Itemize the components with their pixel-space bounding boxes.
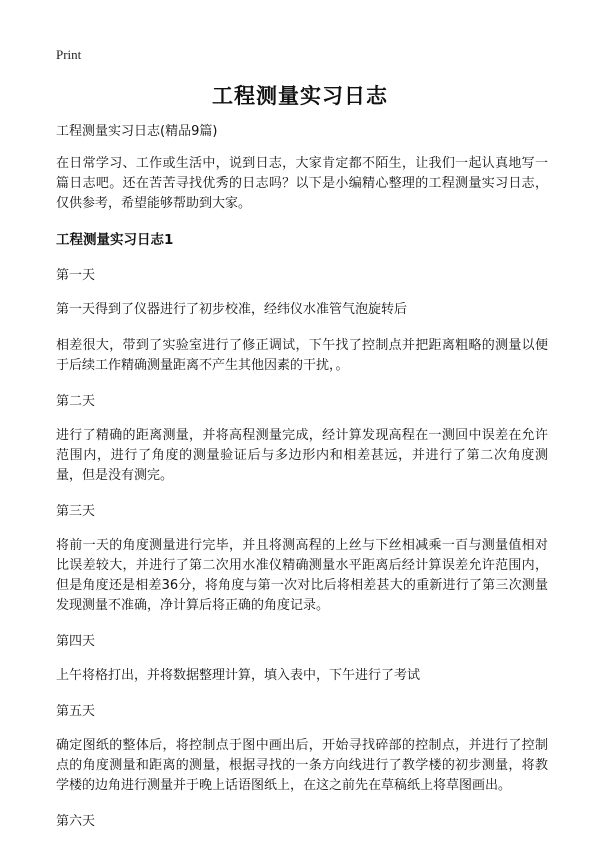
day-1-paragraph-1: 第一天得到了仪器进行了初步校准，经纬仪水准管气泡旋转后: [56, 302, 408, 317]
day-label-5: 第五天: [56, 704, 96, 719]
day-4-paragraph-1: 上午将格打出，并将数据整理计算，填入表中，下午进行了考试: [56, 668, 421, 683]
document-title: 工程测量实习日志: [212, 84, 388, 108]
day-2-paragraph-1: 进行了精确的距离测量，并将高程测量完成，经计算发现高程在一测回中误差在允许范围内，进行了角度的测量验证后与多边形内和相差甚远，并进行了第二次角度测量，但是没有测完。: [56, 428, 548, 483]
section-heading: 工程测量实习日志1: [56, 232, 174, 248]
day-label-6: 第六天: [56, 814, 96, 829]
day-3-paragraph-1: 将前一天的角度测量进行完毕，并且将测高程的上丝与下丝相减乘一百与测量值相对比误差较大，并进行了第二次用水准仪精确测量水平距离后经计算误差允许范围内，但是角度还是相差36分，将角度与第一次对比后将相差甚大的重新进行了第三次测量发现测量不准确，净计算后将正确的角度记录。: [56, 538, 548, 613]
intro-paragraph: 在日常学习、工作或生活中，说到日志，大家肯定都不陌生，让我们一起认真地写一篇日志吧。还在苦苦寻找优秀的日志吗？以下是小编精心整理的工程测量实习日志，仅供参考，希望能够帮助到大家。: [56, 156, 548, 211]
day-label-2: 第二天: [56, 394, 96, 409]
day-label-3: 第三天: [56, 504, 96, 519]
day-label-1: 第一天: [56, 268, 96, 283]
document-body: [56, 122, 548, 846]
document-subtitle: 工程测量实习日志(精品9篇): [56, 124, 218, 139]
print-label: Print: [56, 47, 82, 62]
day-label-4: 第四天: [56, 634, 96, 649]
day-5-paragraph-1: 确定图纸的整体后，将控制点于图中画出后，开始寻找碎部的控制点，并进行了控制点的角度测量和距离的测量，根据寻找的一条方向线进行了教学楼的初步测量，将教学楼的边角进行测量并于晚上话语图纸上，在这之前先在草稿纸上将草图画出。: [56, 738, 548, 793]
day-1-paragraph-2: 相差很大，带到了实验室进行了修正调试，下午找了控制点并把距离粗略的测量以便于后续工作精确测量距离不产生其他因素的干扰，。: [56, 338, 548, 373]
